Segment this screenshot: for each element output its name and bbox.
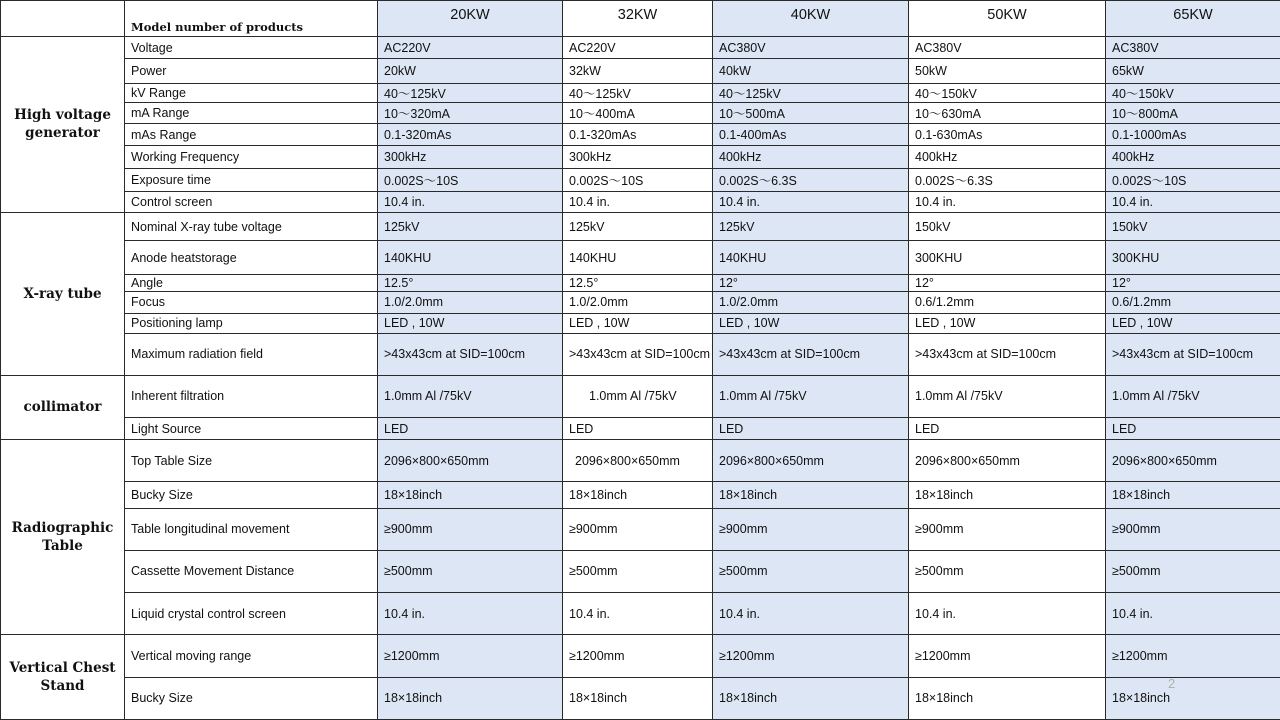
value-cell-50kw: 400kHz [909, 145, 1106, 168]
value-cell-32kw: 125kV [563, 212, 713, 240]
value-cell-65kw: LED , 10W [1106, 313, 1280, 333]
table-row [1, 84, 1280, 103]
value-cell-20kw: ≥500mm [378, 550, 563, 592]
value-cell-32kw: 10.4 in. [563, 191, 713, 212]
parameter-label: Angle [125, 275, 378, 292]
value-cell-50kw: 10.4 in. [909, 191, 1106, 212]
value-cell-20kw: 10.4 in. [378, 593, 563, 635]
parameter-label: Nominal X-ray tube voltage [125, 212, 378, 240]
value-cell-40kw: 40kW [713, 59, 909, 84]
value-cell-65kw: 18×18inch [1106, 677, 1280, 719]
value-cell-65kw: 150kV [1106, 212, 1280, 240]
value-cell-65kw: 40～150kV [1106, 84, 1280, 103]
model-header-65kw: 65KW [1106, 1, 1280, 37]
table-row [1, 375, 1280, 417]
value-cell-40kw: 1.0mm Al /75kV [713, 375, 909, 417]
value-cell-40kw: LED , 10W [713, 313, 909, 333]
value-cell-50kw: 40～150kV [909, 84, 1106, 103]
value-cell-65kw: 0.1-1000mAs [1106, 124, 1280, 145]
value-cell-40kw: AC380V [713, 37, 909, 59]
value-cell-40kw: 0.1-400mAs [713, 124, 909, 145]
value-cell-32kw: ≥1200mm [563, 635, 713, 677]
value-cell-20kw: 12.5° [378, 275, 563, 292]
model-header-32kw: 32KW [563, 1, 713, 37]
parameter-label: Liquid crystal control screen [125, 593, 378, 635]
value-cell-32kw: 1.0mm Al /75kV [563, 375, 713, 417]
value-cell-32kw: AC220V [563, 37, 713, 59]
table-row [1, 37, 1280, 59]
value-cell-65kw: 10.4 in. [1106, 593, 1280, 635]
header-row [1, 1, 1280, 37]
value-cell-65kw: 12° [1106, 275, 1280, 292]
value-cell-32kw: LED , 10W [563, 313, 713, 333]
spec-body [1, 37, 1280, 720]
table-row [1, 168, 1280, 191]
parameter-label: Vertical moving range [125, 635, 378, 677]
category-cell: Vertical Chest Stand [1, 635, 125, 720]
parameter-label: mAs Range [125, 124, 378, 145]
parameter-label: Working Frequency [125, 145, 378, 168]
value-cell-32kw: 2096×800×650mm [563, 440, 713, 482]
header-corner [1, 1, 125, 37]
table-row [1, 482, 1280, 508]
value-cell-32kw: 10～400mA [563, 103, 713, 124]
table-row [1, 550, 1280, 592]
value-cell-32kw: 10.4 in. [563, 593, 713, 635]
table-row [1, 418, 1280, 440]
table-row [1, 124, 1280, 145]
parameter-label: Table longitudinal movement [125, 508, 378, 550]
value-cell-20kw: 0.1-320mAs [378, 124, 563, 145]
table-row [1, 508, 1280, 550]
value-cell-20kw: 18×18inch [378, 482, 563, 508]
value-cell-50kw: 150kV [909, 212, 1106, 240]
value-cell-20kw: 2096×800×650mm [378, 440, 563, 482]
value-cell-40kw: 1.0/2.0mm [713, 292, 909, 313]
value-cell-32kw: 32kW [563, 59, 713, 84]
value-cell-40kw: ≥900mm [713, 508, 909, 550]
value-cell-65kw: 1.0mm Al /75kV [1106, 375, 1280, 417]
value-cell-20kw: 300kHz [378, 145, 563, 168]
value-cell-40kw: LED [713, 418, 909, 440]
value-cell-32kw: 18×18inch [563, 677, 713, 719]
value-cell-40kw: 10.4 in. [713, 191, 909, 212]
table-row [1, 275, 1280, 292]
value-cell-40kw: >43x43cm at SID=100cm [713, 333, 909, 375]
model-header-20kw: 20KW [378, 1, 563, 37]
value-cell-32kw: 12.5° [563, 275, 713, 292]
value-cell-20kw: ≥900mm [378, 508, 563, 550]
parameter-label: Anode heatstorage [125, 241, 378, 275]
value-cell-32kw: 40～125kV [563, 84, 713, 103]
value-cell-65kw: 400kHz [1106, 145, 1280, 168]
value-cell-40kw: 18×18inch [713, 482, 909, 508]
value-cell-32kw: ≥900mm [563, 508, 713, 550]
parameter-label: mA Range [125, 103, 378, 124]
table-row [1, 440, 1280, 482]
value-cell-65kw: 2096×800×650mm [1106, 440, 1280, 482]
value-cell-20kw: 20kW [378, 59, 563, 84]
value-cell-32kw: 18×18inch [563, 482, 713, 508]
value-cell-65kw: 300KHU [1106, 241, 1280, 275]
value-cell-65kw: 0.002S～10S [1106, 168, 1280, 191]
table-row [1, 313, 1280, 333]
value-cell-20kw: 125kV [378, 212, 563, 240]
parameter-label: kV Range [125, 84, 378, 103]
parameter-label: Maximum radiation field [125, 333, 378, 375]
value-cell-40kw: 10～500mA [713, 103, 909, 124]
value-cell-32kw: 0.002S～10S [563, 168, 713, 191]
value-cell-65kw: 10～800mA [1106, 103, 1280, 124]
value-cell-65kw: >43x43cm at SID=100cm [1106, 333, 1280, 375]
value-cell-50kw: ≥1200mm [909, 635, 1106, 677]
model-header-40kw: 40KW [713, 1, 909, 37]
value-cell-65kw: 65kW [1106, 59, 1280, 84]
table-row [1, 635, 1280, 677]
value-cell-50kw: >43x43cm at SID=100cm [909, 333, 1106, 375]
category-cell: collimator [1, 375, 125, 439]
value-cell-40kw: 125kV [713, 212, 909, 240]
value-cell-65kw: 18×18inch [1106, 482, 1280, 508]
value-cell-65kw: LED [1106, 418, 1280, 440]
value-cell-32kw: LED [563, 418, 713, 440]
table-row [1, 333, 1280, 375]
value-cell-50kw: 10.4 in. [909, 593, 1106, 635]
value-cell-50kw: ≥500mm [909, 550, 1106, 592]
value-cell-40kw: 18×18inch [713, 677, 909, 719]
value-cell-40kw: 12° [713, 275, 909, 292]
value-cell-20kw: 10～320mA [378, 103, 563, 124]
value-cell-50kw: LED [909, 418, 1106, 440]
value-cell-65kw: 0.6/1.2mm [1106, 292, 1280, 313]
table-row [1, 241, 1280, 275]
category-cell: X-ray tube [1, 212, 125, 375]
value-cell-20kw: LED [378, 418, 563, 440]
value-cell-20kw: 10.4 in. [378, 191, 563, 212]
value-cell-65kw: ≥1200mm [1106, 635, 1280, 677]
value-cell-40kw: ≥500mm [713, 550, 909, 592]
value-cell-40kw: 10.4 in. [713, 593, 909, 635]
value-cell-20kw: 1.0mm Al /75kV [378, 375, 563, 417]
value-cell-50kw: 50kW [909, 59, 1106, 84]
value-cell-32kw: ≥500mm [563, 550, 713, 592]
value-cell-65kw: 10.4 in. [1106, 191, 1280, 212]
value-cell-50kw: LED , 10W [909, 313, 1106, 333]
value-cell-40kw: ≥1200mm [713, 635, 909, 677]
parameter-label: Voltage [125, 37, 378, 59]
value-cell-50kw: 300KHU [909, 241, 1106, 275]
value-cell-65kw: AC380V [1106, 37, 1280, 59]
parameter-label: Bucky Size [125, 677, 378, 719]
value-cell-20kw: 140KHU [378, 241, 563, 275]
value-cell-32kw: 300kHz [563, 145, 713, 168]
value-cell-50kw: 10～630mA [909, 103, 1106, 124]
value-cell-20kw: 0.002S～10S [378, 168, 563, 191]
value-cell-40kw: 0.002S～6.3S [713, 168, 909, 191]
value-cell-40kw: 2096×800×650mm [713, 440, 909, 482]
value-cell-32kw: >43x43cm at SID=100cm [563, 333, 713, 375]
value-cell-20kw: >43x43cm at SID=100cm [378, 333, 563, 375]
value-cell-50kw: 18×18inch [909, 482, 1106, 508]
value-cell-20kw: ≥1200mm [378, 635, 563, 677]
value-cell-40kw: 140KHU [713, 241, 909, 275]
value-cell-32kw: 140KHU [563, 241, 713, 275]
parameter-label: Top Table Size [125, 440, 378, 482]
value-cell-20kw: 1.0/2.0mm [378, 292, 563, 313]
page-number: 2 [1168, 676, 1176, 691]
value-cell-50kw: 1.0mm Al /75kV [909, 375, 1106, 417]
value-cell-20kw: AC220V [378, 37, 563, 59]
value-cell-50kw: 0.1-630mAs [909, 124, 1106, 145]
parameter-label: Control screen [125, 191, 378, 212]
table-row [1, 212, 1280, 240]
value-cell-20kw: LED , 10W [378, 313, 563, 333]
model-header-50kw: 50KW [909, 1, 1106, 37]
table-row [1, 593, 1280, 635]
value-cell-50kw: 2096×800×650mm [909, 440, 1106, 482]
table-row [1, 103, 1280, 124]
value-cell-50kw: ≥900mm [909, 508, 1106, 550]
parameter-label: Cassette Movement Distance [125, 550, 378, 592]
parameter-label: Inherent filtration [125, 375, 378, 417]
value-cell-50kw: AC380V [909, 37, 1106, 59]
value-cell-40kw: 400kHz [713, 145, 909, 168]
model-number-label: Model number of products [125, 1, 378, 37]
value-cell-40kw: 40～125kV [713, 84, 909, 103]
parameter-label: Positioning lamp [125, 313, 378, 333]
parameter-label: Focus [125, 292, 378, 313]
table-row [1, 191, 1280, 212]
value-cell-65kw: ≥900mm [1106, 508, 1280, 550]
parameter-label: Power [125, 59, 378, 84]
value-cell-20kw: 40～125kV [378, 84, 563, 103]
table-row [1, 292, 1280, 313]
value-cell-50kw: 18×18inch [909, 677, 1106, 719]
parameter-label: Exposure time [125, 168, 378, 191]
value-cell-50kw: 0.002S～6.3S [909, 168, 1106, 191]
value-cell-20kw: 18×18inch [378, 677, 563, 719]
value-cell-32kw: 1.0/2.0mm [563, 292, 713, 313]
parameter-label: Light Source [125, 418, 378, 440]
value-cell-65kw: ≥500mm [1106, 550, 1280, 592]
table-row [1, 145, 1280, 168]
category-cell: Radiographic Table [1, 440, 125, 635]
table-row [1, 677, 1280, 719]
value-cell-50kw: 12° [909, 275, 1106, 292]
value-cell-32kw: 0.1-320mAs [563, 124, 713, 145]
category-cell: High voltage generator [1, 37, 125, 213]
parameter-label: Bucky Size [125, 482, 378, 508]
table-row [1, 59, 1280, 84]
value-cell-50kw: 0.6/1.2mm [909, 292, 1106, 313]
